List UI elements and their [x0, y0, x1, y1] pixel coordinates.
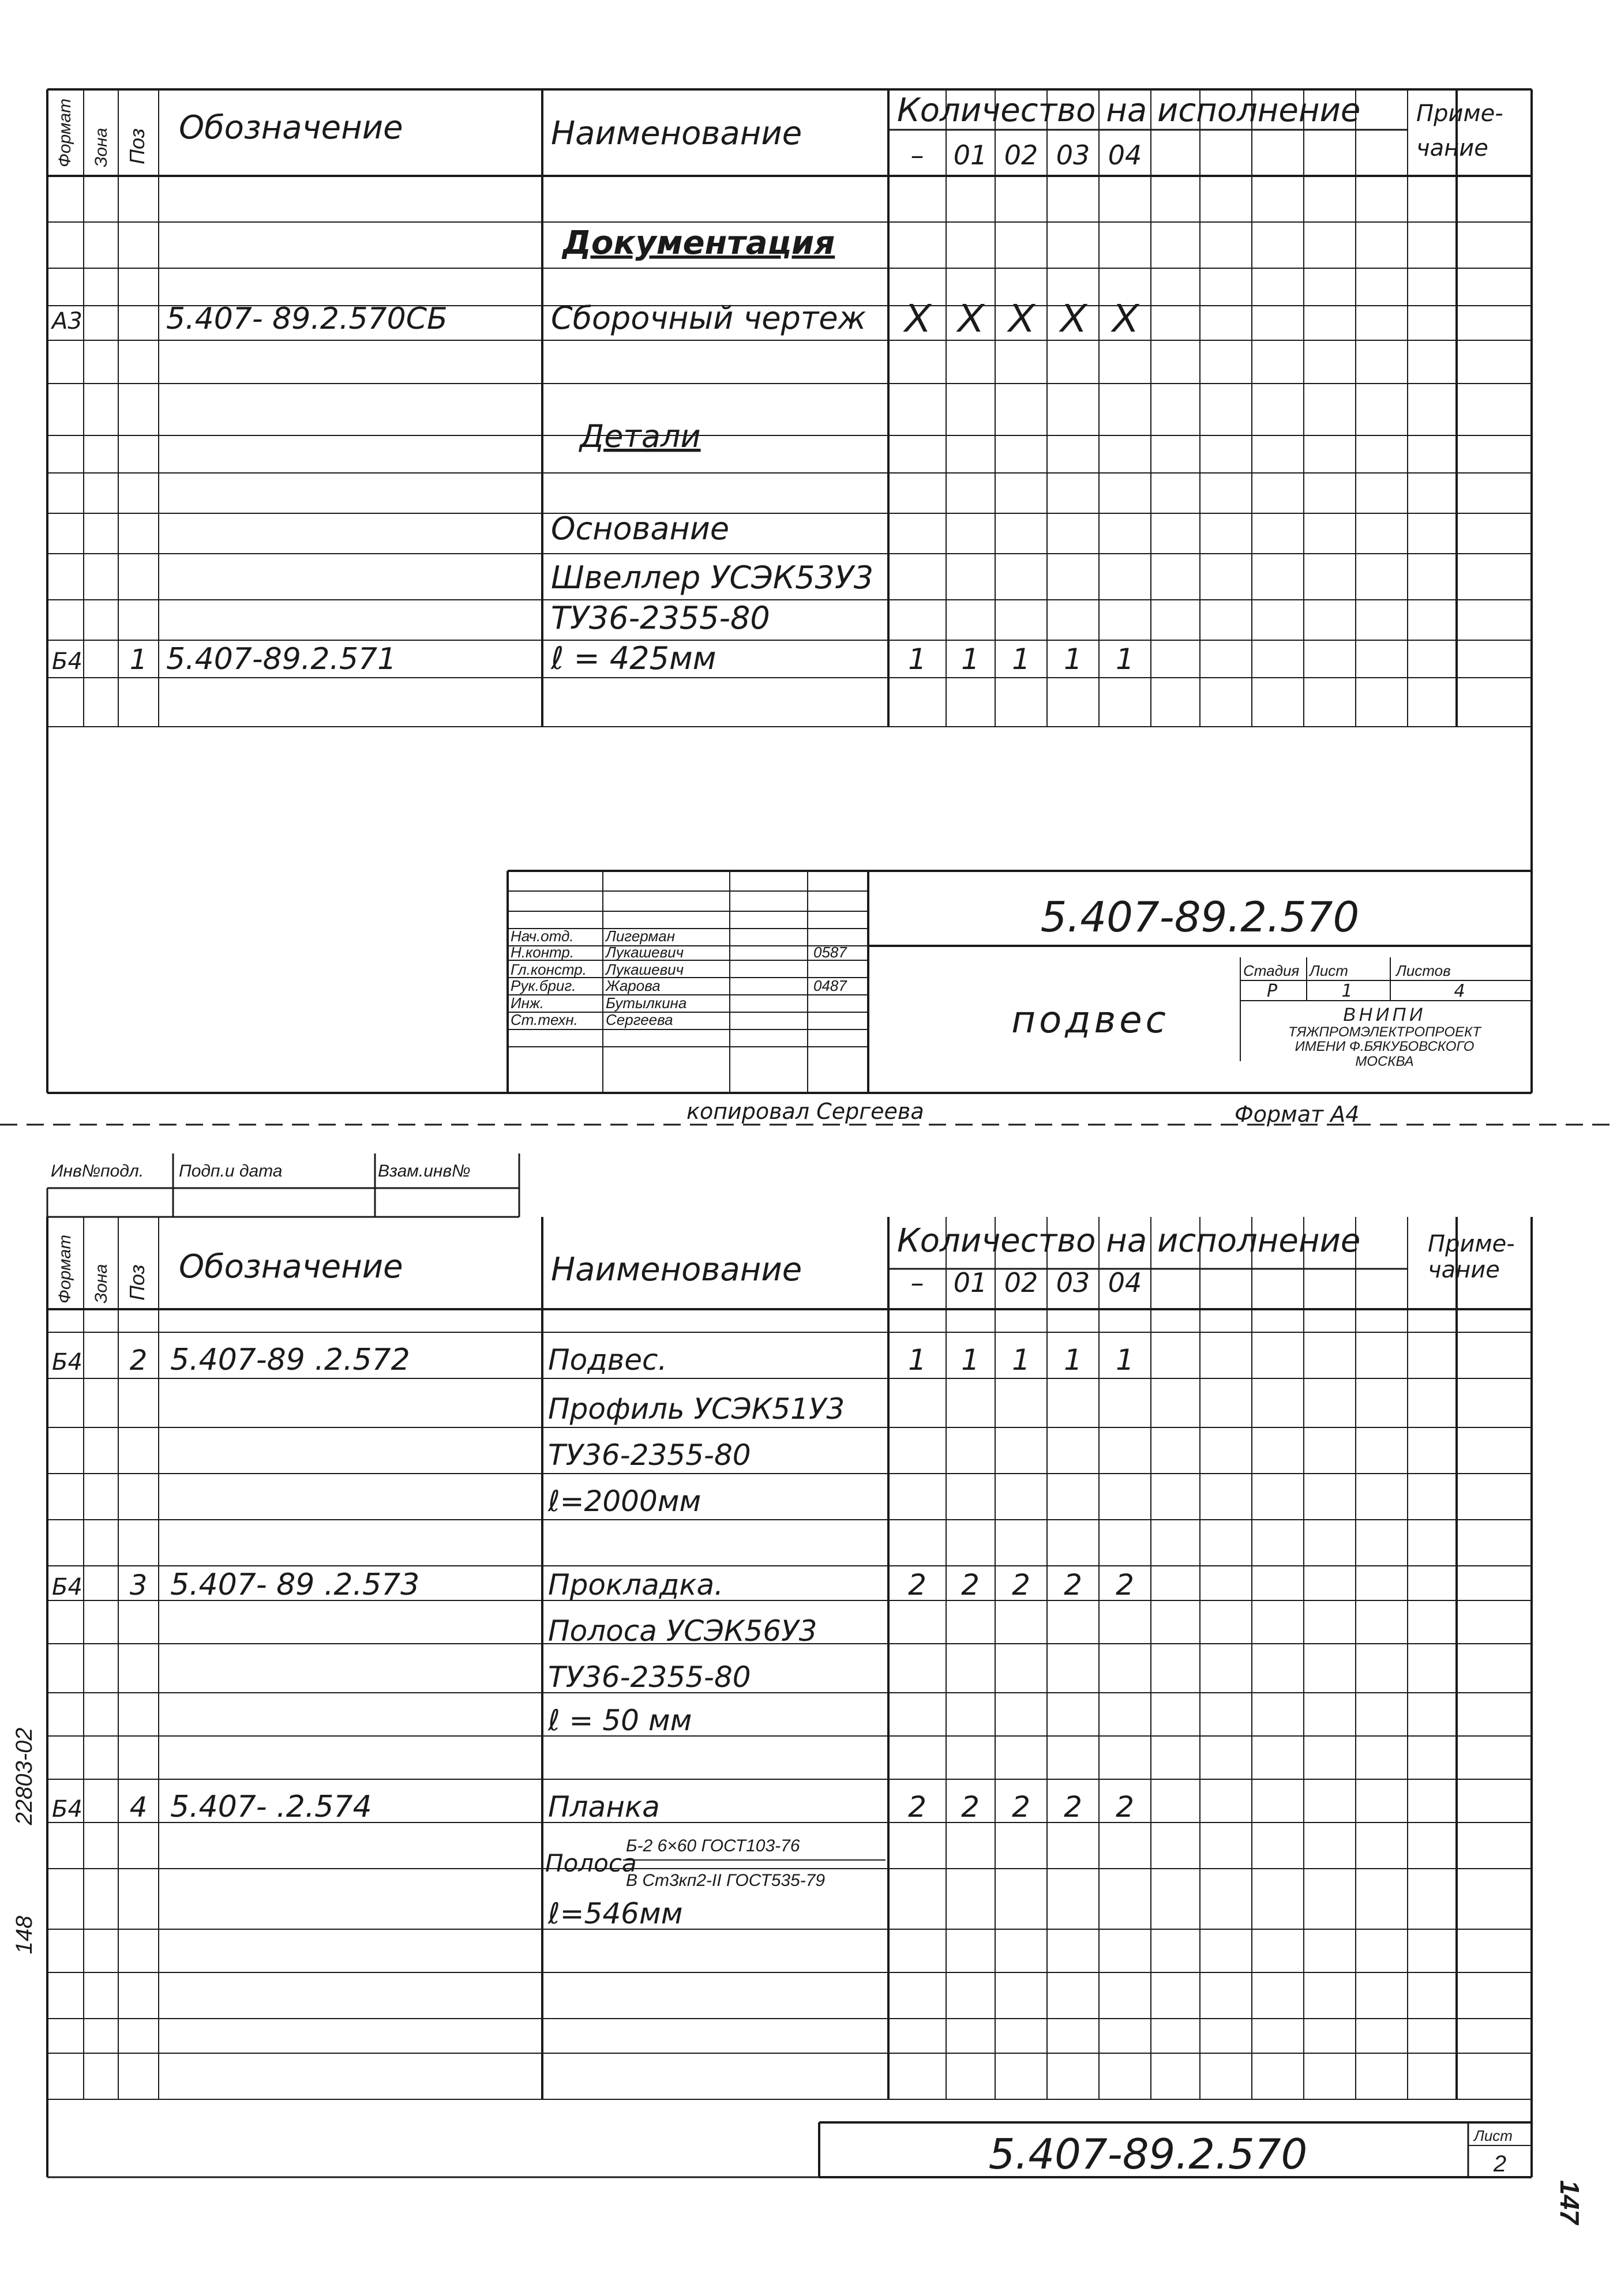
variant-header-3: 03: [1056, 140, 1090, 171]
designation-cell: 5.407-89 .2.572: [170, 1343, 410, 1377]
designation-cell: 5.407- 89.2.570СБ: [166, 302, 448, 336]
qty-cell: 1: [1064, 642, 1082, 676]
org-line2: ТЯЖПРОМЭЛЕКТРОПРОЕКТ: [1288, 1024, 1481, 1040]
name-cell: Швеллер УСЭК53У3: [551, 559, 874, 596]
variant-header-4: 04: [1108, 1267, 1142, 1298]
copied-by: копировал Сергеева: [686, 1099, 924, 1124]
qty-cell: 1: [908, 642, 926, 676]
cross-mark: X: [956, 295, 984, 340]
qty-cell: 1: [1116, 1343, 1134, 1377]
format-header: Формат: [55, 98, 74, 167]
qty-cell: 2: [908, 1568, 926, 1602]
stamp-inv: Инв№подл.: [51, 1162, 144, 1181]
name-cell: ℓ = 50 мм: [548, 1704, 692, 1737]
name-cell: Полоса УСЭК56У3: [548, 1614, 817, 1648]
org-line3: ИМЕНИ Ф.БЯКУБОВСКОГО: [1295, 1039, 1475, 1054]
qty-cell: 1: [961, 642, 980, 676]
qty-cell: 1: [1064, 1343, 1082, 1377]
pos-cell: 4: [129, 1791, 148, 1824]
name-cell: ТУ36-2355-80: [548, 1438, 751, 1472]
note-header-line2: чание: [1428, 1257, 1500, 1283]
side-number: 22803-02: [12, 1727, 37, 1825]
title-date: 0487: [813, 977, 847, 994]
name-cell: Основание: [551, 510, 730, 547]
qty-cell: 2: [961, 1568, 980, 1602]
cross-mark: X: [903, 295, 931, 340]
format-cell: Б4: [52, 1349, 82, 1376]
qty-cell: 1: [908, 1343, 926, 1377]
pos-cell: 1: [129, 644, 148, 676]
pos-header: Поз: [125, 128, 149, 164]
stamp-replace: Взам.инв№: [378, 1162, 471, 1181]
org-line4: МОСКВА: [1355, 1054, 1414, 1069]
title-role: Н.контр.: [511, 944, 575, 961]
pos-cell: 3: [129, 1569, 148, 1602]
note-header-line1: Приме-: [1416, 100, 1503, 127]
title-name: Лигерман: [606, 927, 676, 945]
qty-cell: 2: [1116, 1568, 1134, 1602]
format-label: Формат А4: [1235, 1102, 1360, 1127]
cross-mark: X: [1007, 295, 1035, 340]
designation-header: Обозначение: [179, 109, 403, 146]
qty-cell: 1: [961, 1343, 980, 1377]
qty-cell: 2: [1064, 1568, 1082, 1602]
qty-cell: 2: [1012, 1568, 1030, 1602]
side-page: 148: [12, 1915, 37, 1955]
variant-header-2: 02: [1004, 140, 1038, 171]
sheets-value: 4: [1454, 981, 1465, 1001]
designation-cell: 5.407- 89 .2.573: [170, 1568, 420, 1602]
title-block-title: подвес: [1011, 999, 1169, 1042]
fraction-bottom: В Ст3кп2-II ГОСТ535-79: [626, 1871, 826, 1890]
cross-mark: X: [1059, 295, 1087, 340]
format-header: Формат: [55, 1234, 74, 1303]
title-role: Инж.: [511, 994, 545, 1012]
designation-cell: 5.407-89.2.571: [166, 642, 397, 677]
qty-header: Количество на исполнение: [897, 92, 1361, 129]
variant-header-4: 04: [1108, 140, 1142, 171]
qty-cell: 2: [908, 1790, 926, 1824]
footer-sheet-value: 2: [1493, 2151, 1507, 2177]
footer-code: 5.407-89.2.570: [988, 2130, 1308, 2178]
sheet-value: 1: [1341, 981, 1353, 1001]
title-role: Ст.техн.: [511, 1011, 578, 1028]
qty-cell: 1: [1012, 1343, 1030, 1377]
variant-header-3: 03: [1056, 1267, 1090, 1298]
qty-cell: 2: [1116, 1790, 1134, 1824]
zone-header: Зона: [92, 1264, 111, 1303]
title-name: Сергеева: [606, 1011, 673, 1028]
name-cell: Полоса: [545, 1849, 637, 1877]
name-cell: ℓ=2000мм: [548, 1485, 701, 1518]
qty-cell: 1: [1116, 642, 1134, 676]
qty-cell: 2: [1012, 1790, 1030, 1824]
qty-header: Количество на исполнение: [897, 1222, 1361, 1260]
title-name: Лукашевич: [606, 944, 684, 961]
zone-header: Зона: [92, 127, 111, 167]
title-name: Лукашевич: [606, 961, 684, 978]
stage-label: Стадия: [1243, 962, 1300, 979]
page-number: 147: [1555, 2180, 1585, 2224]
title-role: Гл.констр.: [511, 961, 587, 978]
designation-cell: 5.407- .2.574: [170, 1790, 372, 1824]
name-cell: ℓ = 425мм: [551, 640, 716, 677]
note-header-line1: Приме-: [1428, 1231, 1515, 1257]
cross-mark: X: [1111, 295, 1139, 340]
name-cell: Профиль УСЭК51У3: [548, 1392, 845, 1426]
name-cell: Прокладка.: [548, 1568, 724, 1602]
qty-cell: 2: [1064, 1790, 1082, 1824]
name-cell: ТУ36-2355-80: [548, 1660, 751, 1694]
name-cell: Документация: [562, 224, 835, 262]
title-name: Жарова: [606, 977, 661, 994]
stage-value: Р: [1266, 981, 1278, 1001]
format-cell: Б4: [52, 648, 82, 675]
name-cell: Сборочный чертеж: [551, 300, 866, 336]
qty-cell: 2: [961, 1790, 980, 1824]
org-line1: ВНИПИ: [1343, 1004, 1426, 1025]
variant-header-0: –: [910, 140, 924, 171]
name-header: Наименование: [551, 115, 802, 152]
name-header: Наименование: [551, 1251, 802, 1288]
sheets-label: Листов: [1396, 962, 1451, 979]
sheet-label: Лист: [1310, 962, 1348, 979]
name-cell: Планка: [548, 1790, 660, 1824]
variant-header-2: 02: [1004, 1267, 1038, 1298]
format-cell: Б4: [52, 1796, 82, 1822]
title-date: 0587: [813, 944, 847, 961]
variant-header-1: 01: [953, 140, 988, 171]
pos-header: Поз: [125, 1264, 149, 1301]
variant-header-1: 01: [953, 1267, 988, 1298]
variant-header-0: –: [910, 1267, 924, 1298]
qty-cell: 1: [1012, 642, 1030, 676]
title-block-code: 5.407-89.2.570: [1040, 893, 1360, 941]
format-cell: А3: [52, 308, 82, 335]
stamp-sign: Подп.и дата: [179, 1162, 283, 1181]
designation-header: Обозначение: [179, 1248, 403, 1286]
name-cell: ℓ=546мм: [548, 1897, 683, 1930]
title-role: Нач.отд.: [511, 927, 574, 945]
title-name: Бутылкина: [606, 994, 687, 1012]
name-cell: Детали: [580, 418, 701, 454]
name-cell: ТУ36-2355-80: [551, 600, 770, 636]
name-cell: Подвес.: [548, 1343, 667, 1377]
title-role: Рук.бриг.: [511, 977, 576, 994]
format-cell: Б4: [52, 1574, 82, 1600]
note-header-line2: чание: [1416, 135, 1488, 161]
pos-cell: 2: [129, 1344, 148, 1377]
fraction-top: Б-2 6×60 ГОСТ103-76: [626, 1836, 800, 1855]
footer-sheet-label: Лист: [1474, 2127, 1513, 2144]
